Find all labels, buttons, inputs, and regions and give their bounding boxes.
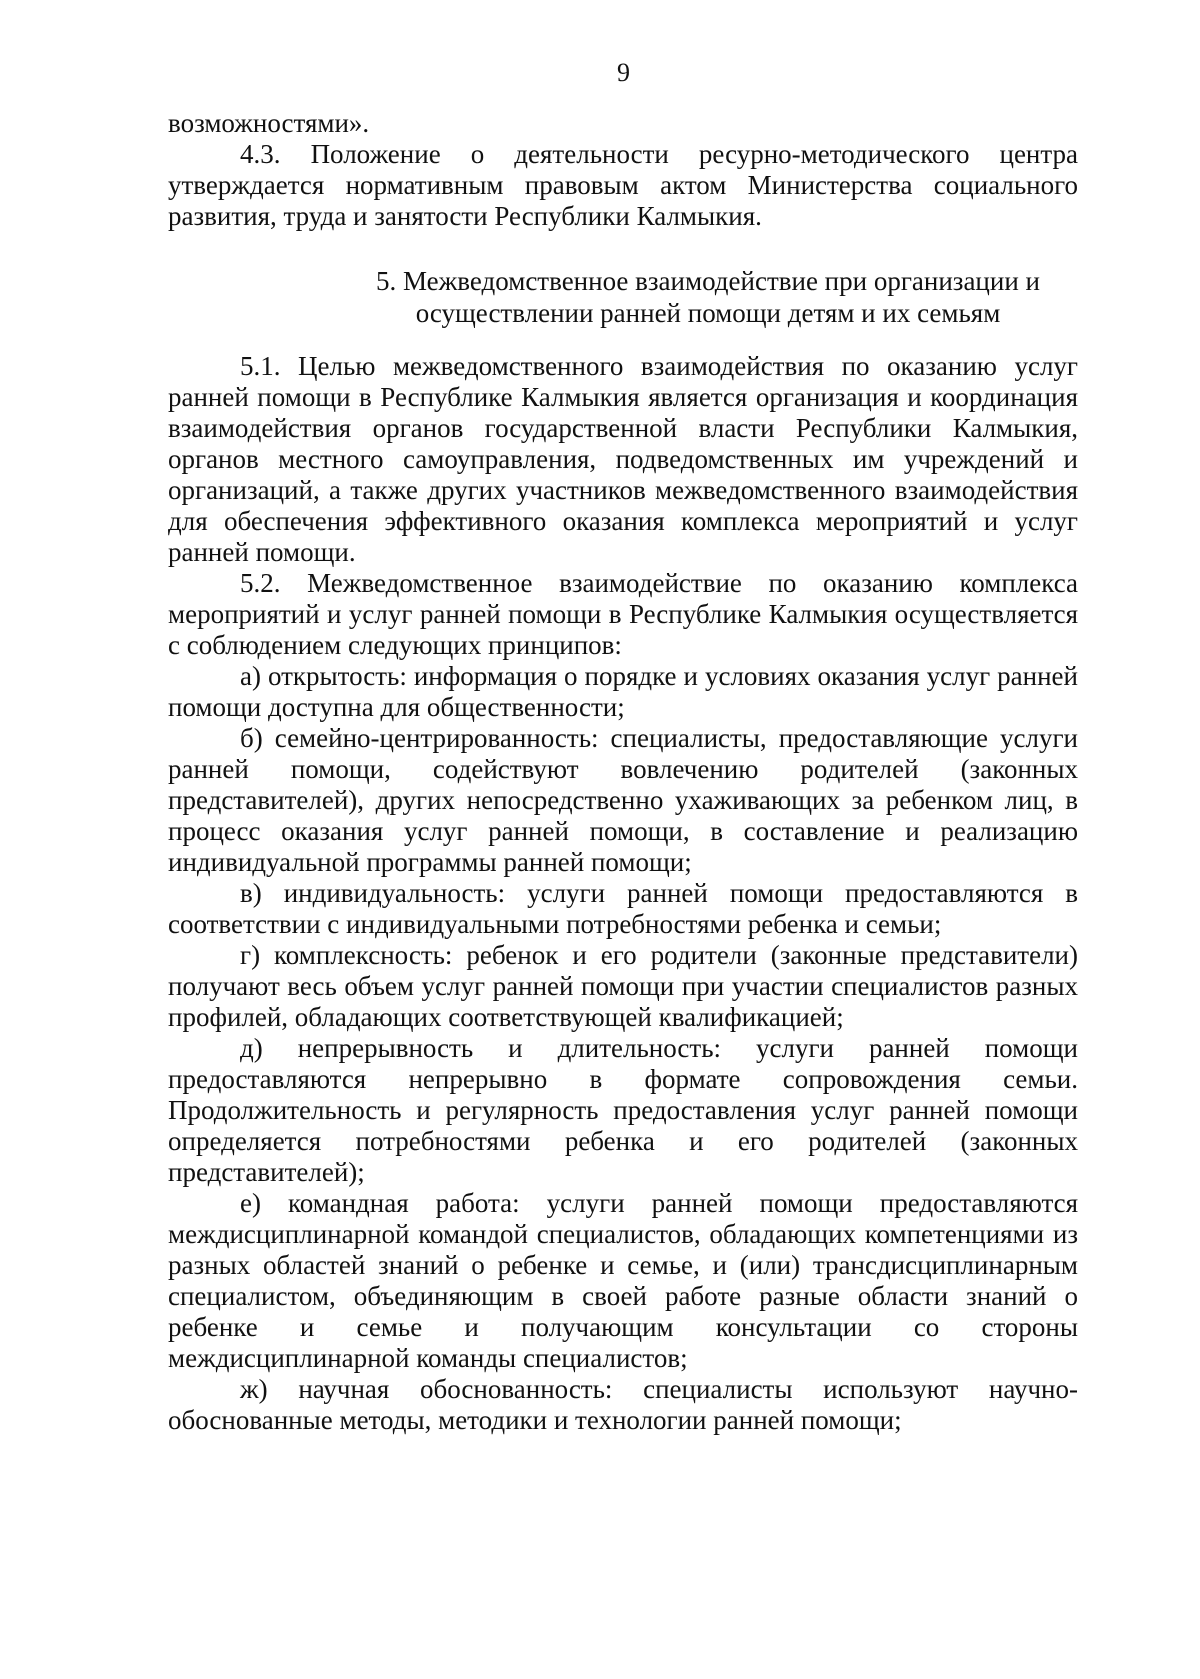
- section-heading-line-2: осуществлении ранней помощи детям и их семьям: [415, 298, 1001, 328]
- section-heading: [168, 265, 1200, 329]
- principle-e: е) командная работа: услуги ранней помощи предоставляются междисциплинарной командой специалистов, обладающих компетенциями из разных областей знаний о ребенке и семье, и (или) трансдисциплинарным специалистом, объединяющим в своей работе разные области знаний о ребенке и семье и получающим консультации со стороны междисциплинарной команды специалистов;: [168, 1188, 1078, 1373]
- paragraph-4-3: 4.3. Положение о деятельности ресурно-методического центра утверждается нормативным правовым актом Министерства социального развития, труда и занятости Республики Калмыкия.: [168, 139, 1078, 231]
- principle-v: в) индивидуальность: услуги ранней помощи предоставляются в соответствии с индивидуальными потребностями ребенка и семьи;: [168, 878, 1078, 939]
- top-text-block: [168, 108, 1078, 232]
- section-heading-line-1: 5. Межведомственное взаимодействие при организации и: [376, 266, 1040, 296]
- page-number: 9: [617, 58, 630, 87]
- principle-b: б) семейно-центрированность: специалисты, предоставляющие услуги ранней помощи, содействуют вовлечению родителей (законных представителей), других непосредственно ухаживающих за ребенком лиц, в процесс оказания услуг ранней помощи, в составление и реализацию индивидуальной программы ранней помощи;: [168, 723, 1078, 877]
- principle-a: а) открытость: информация о порядке и условиях оказания услуг ранней помощи доступна для общественности;: [168, 661, 1078, 722]
- main-text-block: [168, 351, 1078, 1436]
- paragraph-5-1: 5.1. Целью межведомственного взаимодействия по оказанию услуг ранней помощи в Республике Калмыкия является организация и координация взаимодействия органов государственной власти Республики Калмыкия, органов местного самоуправления, подведомственных им учреждений и организаций, а также других участников межведомственного взаимодействия для обеспечения эффективного оказания комплекса мероприятий и услуг ранней помощи.: [168, 351, 1078, 567]
- principle-d: д) непрерывность и длительность: услуги ранней помощи предоставляются непрерывно в формате сопровождения семьи. Продолжительность и регулярность предоставления услуг ранней помощи определяется потребностями ребенка и его родителей (законных представителей);: [168, 1033, 1078, 1187]
- principle-g: г) комплексность: ребенок и его родители (законные представители) получают весь объем услуг ранней помощи при участии специалистов разных профилей, обладающих соответствующей квалификацией;: [168, 940, 1078, 1032]
- paragraph-continuation: возможностями».: [168, 108, 370, 138]
- paragraph-5-2: 5.2. Межведомственное взаимодействие по оказанию комплекса мероприятий и услуг ранней помощи в Республике Калмыкия осуществляется с соблюдением следующих принципов:: [168, 568, 1078, 660]
- principle-zh: ж) научная обоснованность: специалисты используют научно-обоснованные методы, методики и технологии ранней помощи;: [168, 1374, 1078, 1435]
